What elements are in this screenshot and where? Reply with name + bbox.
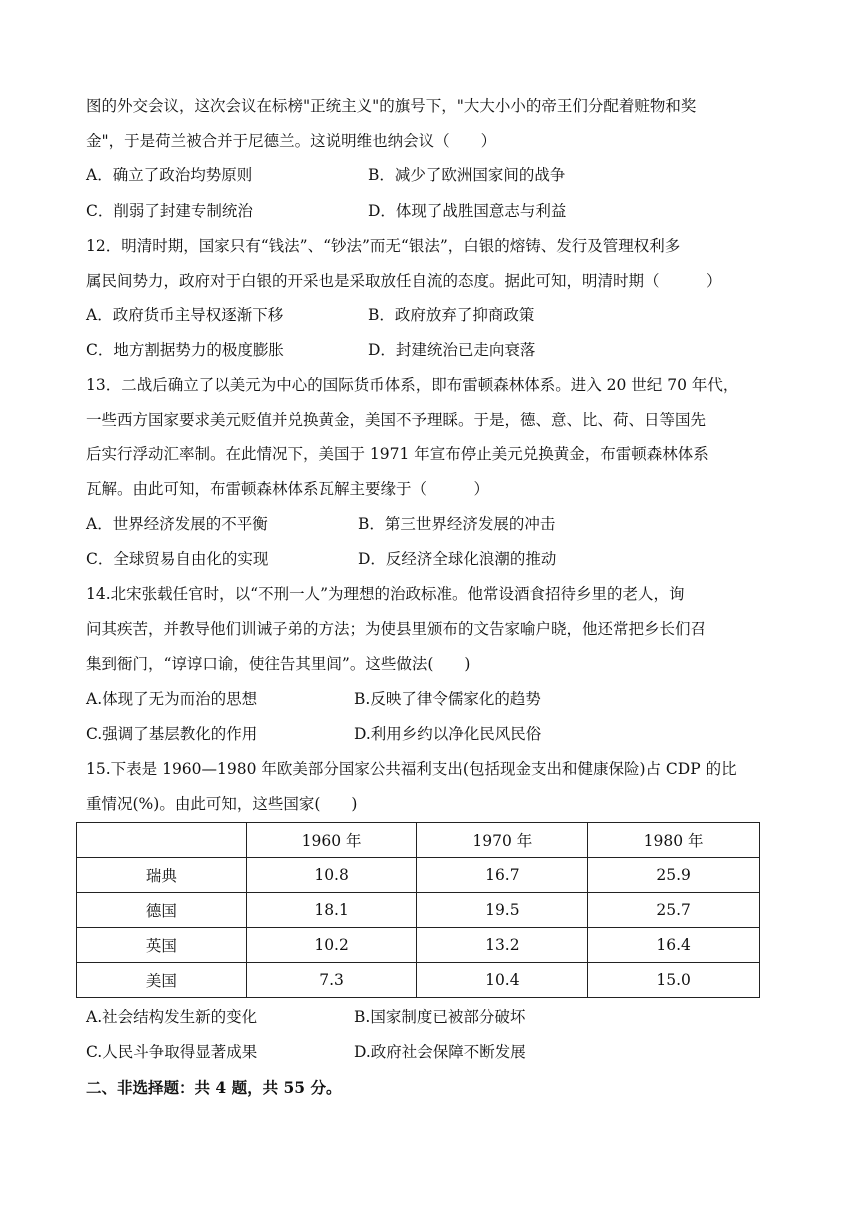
q11-option-d: D．体现了战胜国意志与利益 [368, 202, 567, 220]
q15-option-b: B.国家制度已被部分破坏 [354, 1008, 526, 1026]
q11-option-b: B．减少了欧洲国家间的战争 [368, 166, 566, 184]
q15-option-c: C.人民斗争取得显著成果 [86, 1043, 258, 1061]
table-cell: 德国 [77, 893, 247, 928]
q14-text-line-2: 问其疾苦，并教导他们训诫子弟的方法；为使县里颁布的文告家喻户晓，他还常把乡长们召 [86, 620, 707, 638]
table-cell: 13.2 [417, 928, 588, 963]
table-cell: 18.1 [246, 893, 417, 928]
q14-option-a: A.体现了无为而治的思想 [86, 690, 258, 708]
q12-text-line-1: 12．明清时期，国家只有“钱法”、“钞法”而无“银法”，白银的熔铸、发行及管理权利多 [86, 237, 681, 255]
q15-option-d: D.政府社会保障不断发展 [354, 1043, 526, 1061]
q13-option-b: B．第三世界经济发展的冲击 [358, 515, 556, 533]
welfare-spending-table [76, 822, 760, 998]
q15-text-line-1: 15.下表是 1960—1980 年欧美部分国家公共福利支出(包括现金支出和健康保险)占 CDP 的比 [86, 760, 737, 778]
table-cell: 25.9 [588, 858, 760, 893]
table-header-cell: 1960 年 [246, 823, 417, 858]
table-cell: 19.5 [417, 893, 588, 928]
table-cell: 7.3 [246, 963, 417, 998]
q12-option-a: A．政府货币主导权逐渐下移 [86, 306, 284, 324]
q14-option-b: B.反映了律令儒家化的趋势 [354, 690, 541, 708]
table-cell: 25.7 [588, 893, 760, 928]
table-cell: 瑞典 [77, 858, 247, 893]
table-header-cell: 1970 年 [417, 823, 588, 858]
q11-option-c: C．削弱了封建专制统治 [86, 202, 253, 220]
table-row [77, 893, 760, 928]
table-cell: 16.7 [417, 858, 588, 893]
table-row [77, 858, 760, 893]
q14-option-d: D.利用乡约以净化民风民俗 [354, 725, 542, 743]
q13-text-line-4: 瓦解。由此可知，布雷顿森林体系瓦解主要缘于（ ） [86, 480, 490, 498]
table-row [77, 928, 760, 963]
q12-option-d: D．封建统治已走向衰落 [368, 341, 536, 359]
table-cell: 英国 [77, 928, 247, 963]
section-heading: 二、非选择题：共 4 题，共 55 分。 [86, 1078, 342, 1097]
q15-text-line-2: 重情况(%)。由此可知，这些国家( ) [86, 795, 358, 813]
table-header-cell: 1980 年 [588, 823, 760, 858]
q15-option-a: A.社会结构发生新的变化 [86, 1008, 258, 1026]
q12-text-line-2: 属民间势力，政府对于白银的开采也是采取放任自流的态度。据此可知，明清时期（ ） [86, 272, 722, 290]
q12-option-c: C．地方割据势力的极度膨胀 [86, 341, 284, 359]
q11-option-a: A．确立了政治均势原则 [86, 166, 253, 184]
q13-option-d: D．反经济全球化浪潮的推动 [358, 550, 557, 568]
table-header-row [77, 823, 760, 858]
table-cell: 10.4 [417, 963, 588, 998]
q13-text-line-1: 13．二战后确立了以美元为中心的国际货币体系，即布雷顿森林体系。进入 20 世纪 70 年代， [86, 376, 739, 394]
q14-text-line-3: 集到衙门，“谆谆口谕，使往告其里闾”。这些做法( ) [86, 655, 471, 673]
table-cell: 10.8 [246, 858, 417, 893]
q13-option-c: C．全球贸易自由化的实现 [86, 550, 269, 568]
table-row [77, 963, 760, 998]
q13-text-line-3: 后实行浮动汇率制。在此情况下，美国于 1971 年宣布停止美元兑换黄金，布雷顿森林体系 [86, 445, 709, 463]
table-cell: 15.0 [588, 963, 760, 998]
table-header-cell [77, 823, 247, 858]
q11-text-line-2: 金"，于是荷兰被合并于尼德兰。这说明维也纳会议（ ） [86, 132, 497, 150]
q14-text-line-1: 14.北宋张载任官时，以“不刑一人”为理想的治政标准。他常设酒食招待乡里的老人，询 [86, 585, 685, 603]
q14-option-c: C.强调了基层教化的作用 [86, 725, 258, 743]
q11-text-line-1: 图的外交会议，这次会议在标榜"正统主义"的旗号下，"大大小小的帝王们分配着赃物和奖 [86, 97, 697, 115]
q13-text-line-2: 一些西方国家要求美元贬值并兑换黄金，美国不予理睬。于是，德、意、比、荷、日等国先 [86, 411, 707, 429]
table-cell: 10.2 [246, 928, 417, 963]
q13-option-a: A．世界经济发展的不平衡 [86, 515, 268, 533]
q12-option-b: B．政府放弃了抑商政策 [368, 306, 535, 324]
table-cell: 16.4 [588, 928, 760, 963]
table-cell: 美国 [77, 963, 247, 998]
